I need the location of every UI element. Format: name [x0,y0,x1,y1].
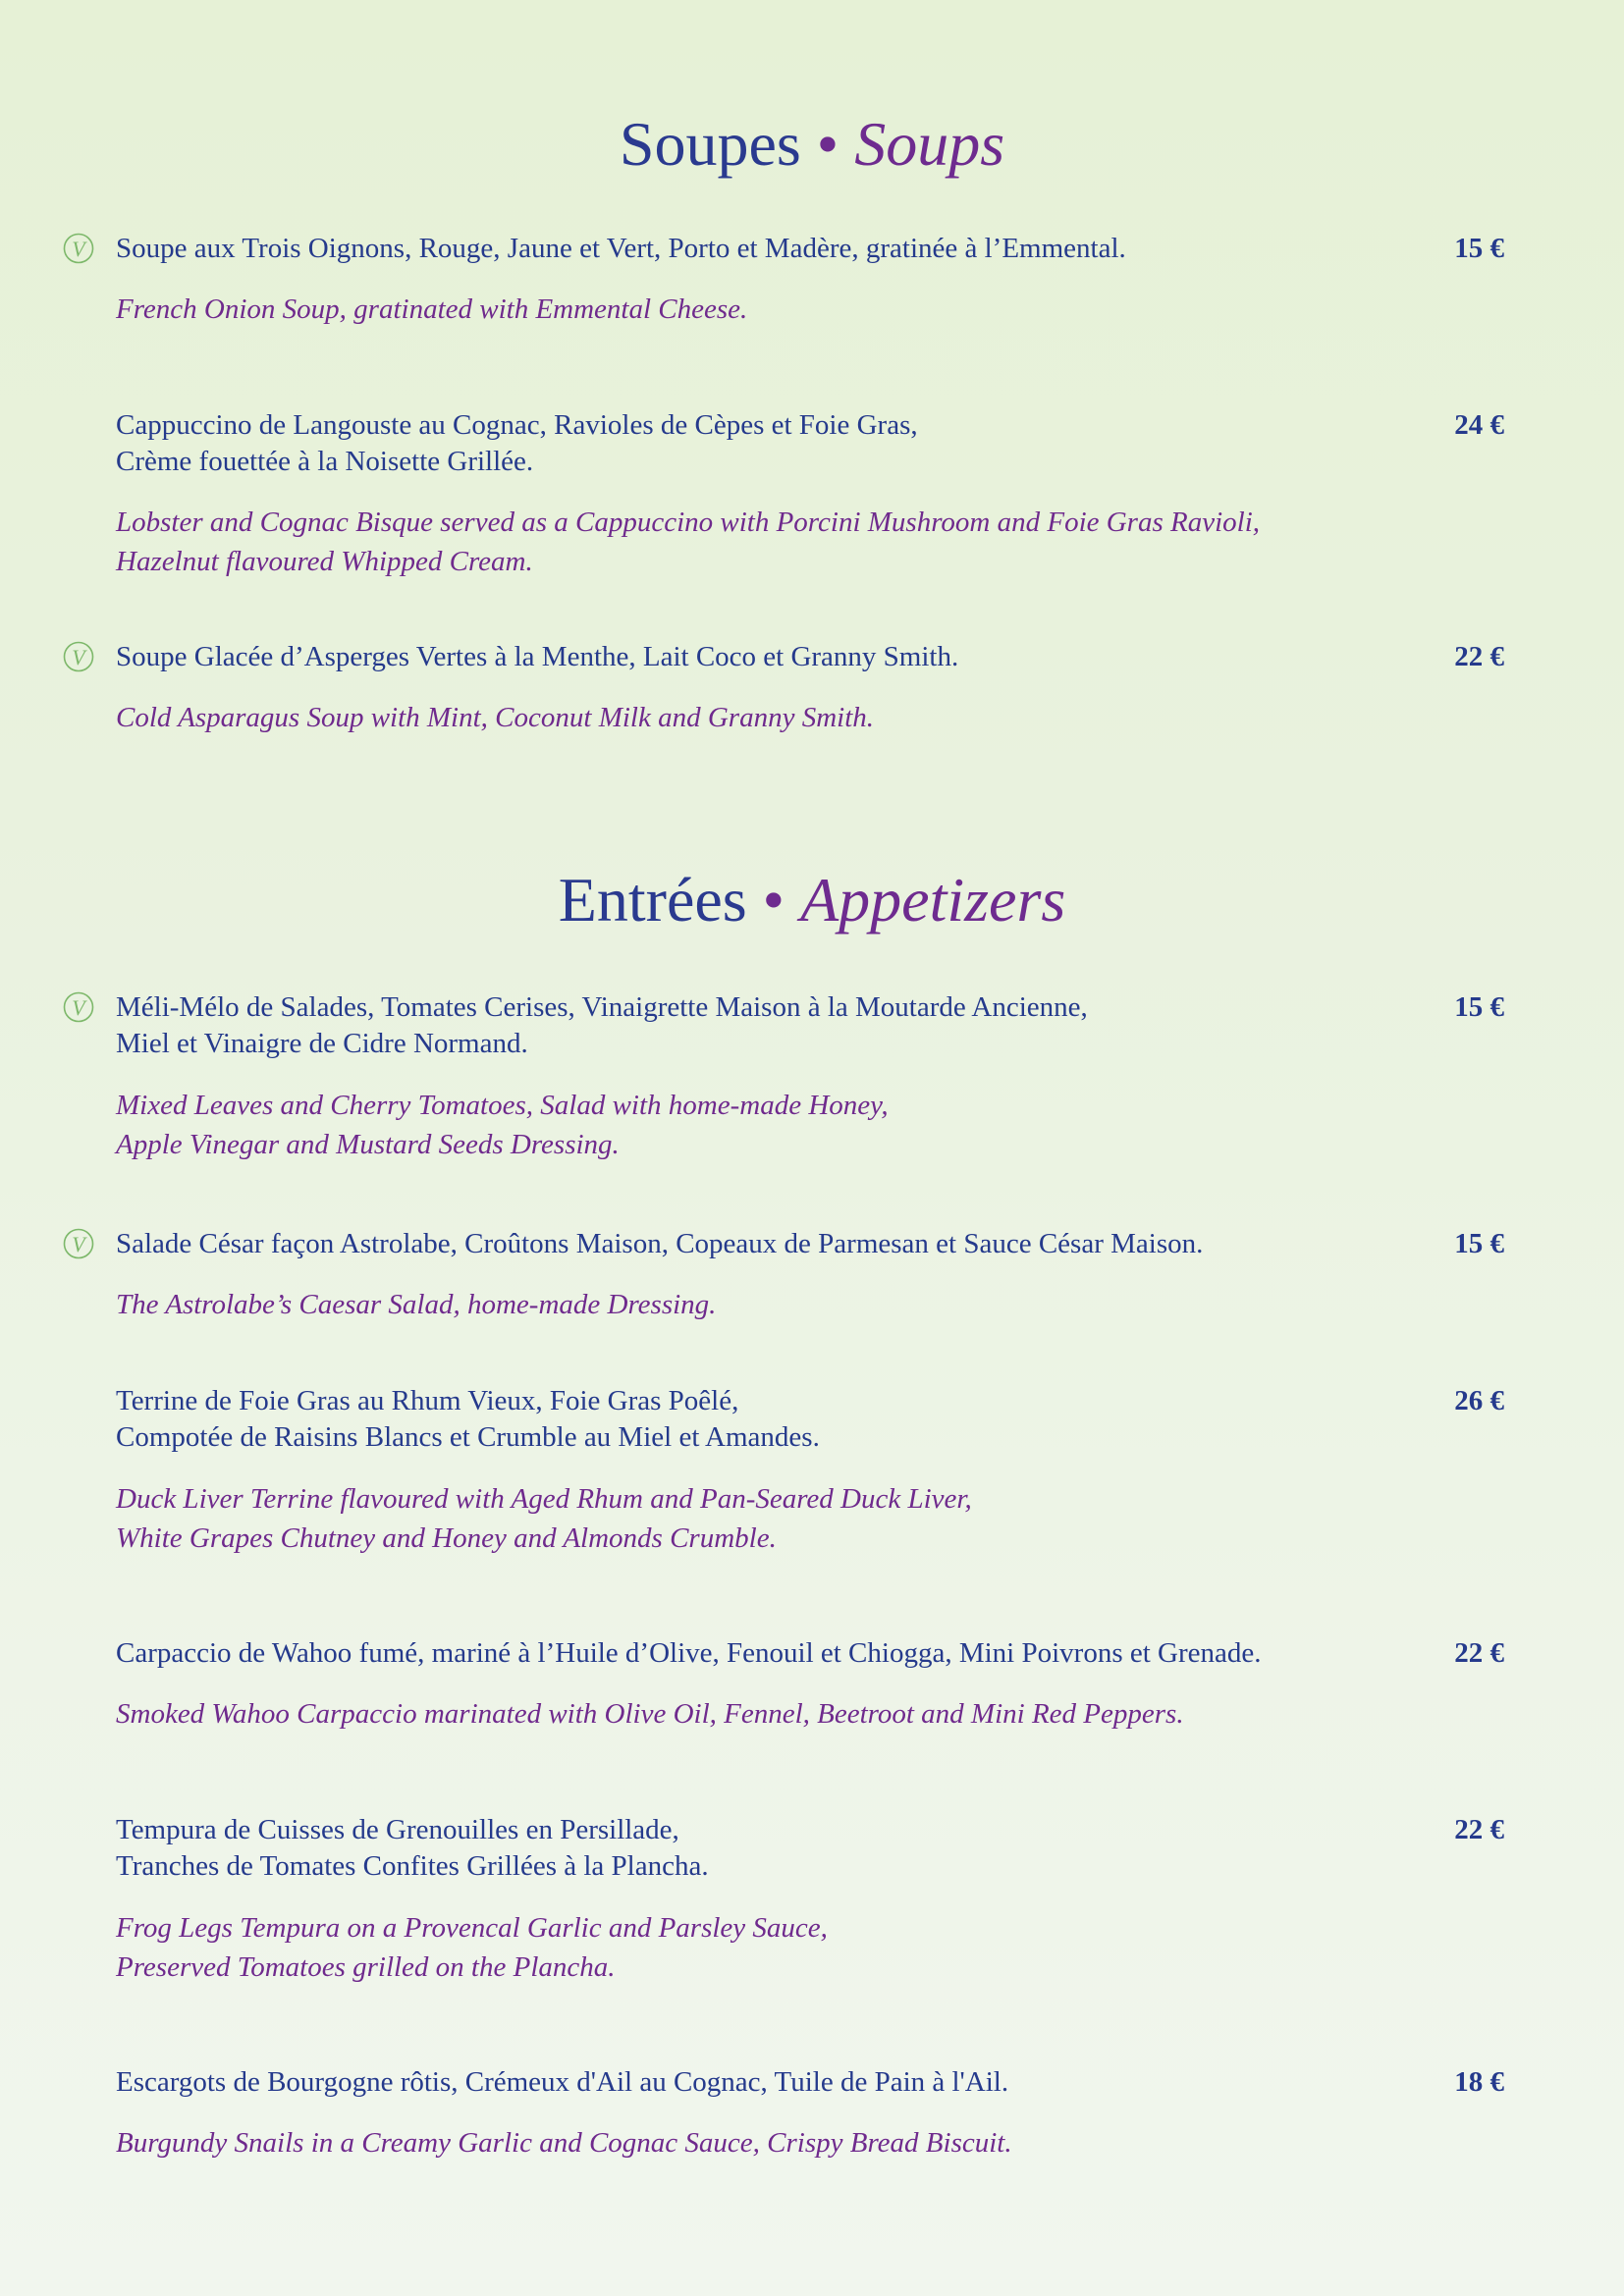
svg-text:V: V [72,237,85,261]
dish-price: 24 € [1454,409,1504,441]
dish-name-fr: Salade César façon Astrolabe, Croûtons Maison, Copeaux de Parmesan et Sauce César Maison. [116,1228,1204,1259]
dish-name-fr: Cappuccino de Langouste au Cognac, Ravioles de Cèpes et Foie Gras, Crème fouettée à la Noisette Grillée. [116,409,918,477]
dish-description-en: Frog Legs Tempura on a Provencal Garlic and Parsley Sauce, Preserved Tomatoes grilled on the Plancha. [116,1912,828,1983]
dish-description-en: Mixed Leaves and Cherry Tomatoes, Salad with home-made Honey, Apple Vinegar and Mustard Seeds Dressing. [116,1090,889,1160]
dish-name-fr: Méli-Mélo de Salades, Tomates Cerises, Vinaigrette Maison à la Moutarde Ancienne, Miel et Vinaigre de Cidre Normand. [116,991,1088,1059]
dish-price: 22 € [1454,1637,1504,1669]
vegetarian-icon [63,1228,94,1259]
dish-description-en: French Onion Soup, gratinated with Emmental Cheese. [116,294,748,325]
dish-price: 22 € [1454,641,1504,672]
section-title-separator: • [816,109,839,179]
vegetarian-icon [63,233,94,264]
dish-description-en: Smoked Wahoo Carpaccio marinated with Olive Oil, Fennel, Beetroot and Mini Red Peppers. [116,1698,1184,1730]
section-title-en: Soups [854,109,1005,179]
svg-text:V: V [72,1232,85,1256]
svg-text:V: V [72,995,85,1020]
dish-name-fr: Soupe aux Trois Oignons, Rouge, Jaune et Vert, Porto et Madère, gratinée à l’Emmental. [116,233,1126,264]
dish-name-fr: Tempura de Cuisses de Grenouilles en Persillade, Tranches de Tomates Confites Grillées à la Plancha. [116,1814,709,1882]
dish-price: 18 € [1454,2066,1504,2098]
svg-text:V: V [72,645,85,669]
dish-name-fr: Escargots de Bourgogne rôtis, Crémeux d'Ail au Cognac, Tuile de Pain à l'Ail. [116,2066,1009,2098]
section-title-soups [0,109,1624,179]
dish-name-fr: Terrine de Foie Gras au Rhum Vieux, Foie Gras Poêlé, Compotée de Raisins Blancs et Crumble au Miel et Amandes. [116,1385,820,1453]
dish-name-fr: Soupe Glacée d’Asperges Vertes à la Menthe, Lait Coco et Granny Smith. [116,641,959,672]
dish-description-en: The Astrolabe’s Caesar Salad, home-made Dressing. [116,1289,717,1320]
dish-description-en: Cold Asparagus Soup with Mint, Coconut Milk and Granny Smith. [116,702,874,733]
vegetarian-icon [63,991,94,1023]
dish-price: 15 € [1454,233,1504,264]
dish-price: 15 € [1454,991,1504,1023]
dish-price: 15 € [1454,1228,1504,1259]
dish-description-en: Lobster and Cognac Bisque served as a Cappuccino with Porcini Mushroom and Foie Gras Ravioli, Hazelnut flavoured Whipped Cream. [116,507,1261,577]
dish-price: 22 € [1454,1814,1504,1845]
section-title-appetizers [0,865,1624,934]
dish-description-en: Duck Liver Terrine flavoured with Aged Rhum and Pan-Seared Duck Liver, White Grapes Chutney and Honey and Almonds Crumble. [116,1483,972,1554]
section-title-fr: Entrées [558,865,747,934]
dish-price: 26 € [1454,1385,1504,1416]
section-title-en: Appetizers [800,865,1066,934]
dish-description-en: Burgundy Snails in a Creamy Garlic and Cognac Sauce, Crispy Bread Biscuit. [116,2127,1012,2159]
section-title-fr: Soupes [619,109,801,179]
dish-name-fr: Carpaccio de Wahoo fumé, mariné à l’Huile d’Olive, Fenouil et Chiogga, Mini Poivrons et Grenade. [116,1637,1262,1669]
section-title-separator: • [762,865,785,934]
vegetarian-icon [63,641,94,672]
